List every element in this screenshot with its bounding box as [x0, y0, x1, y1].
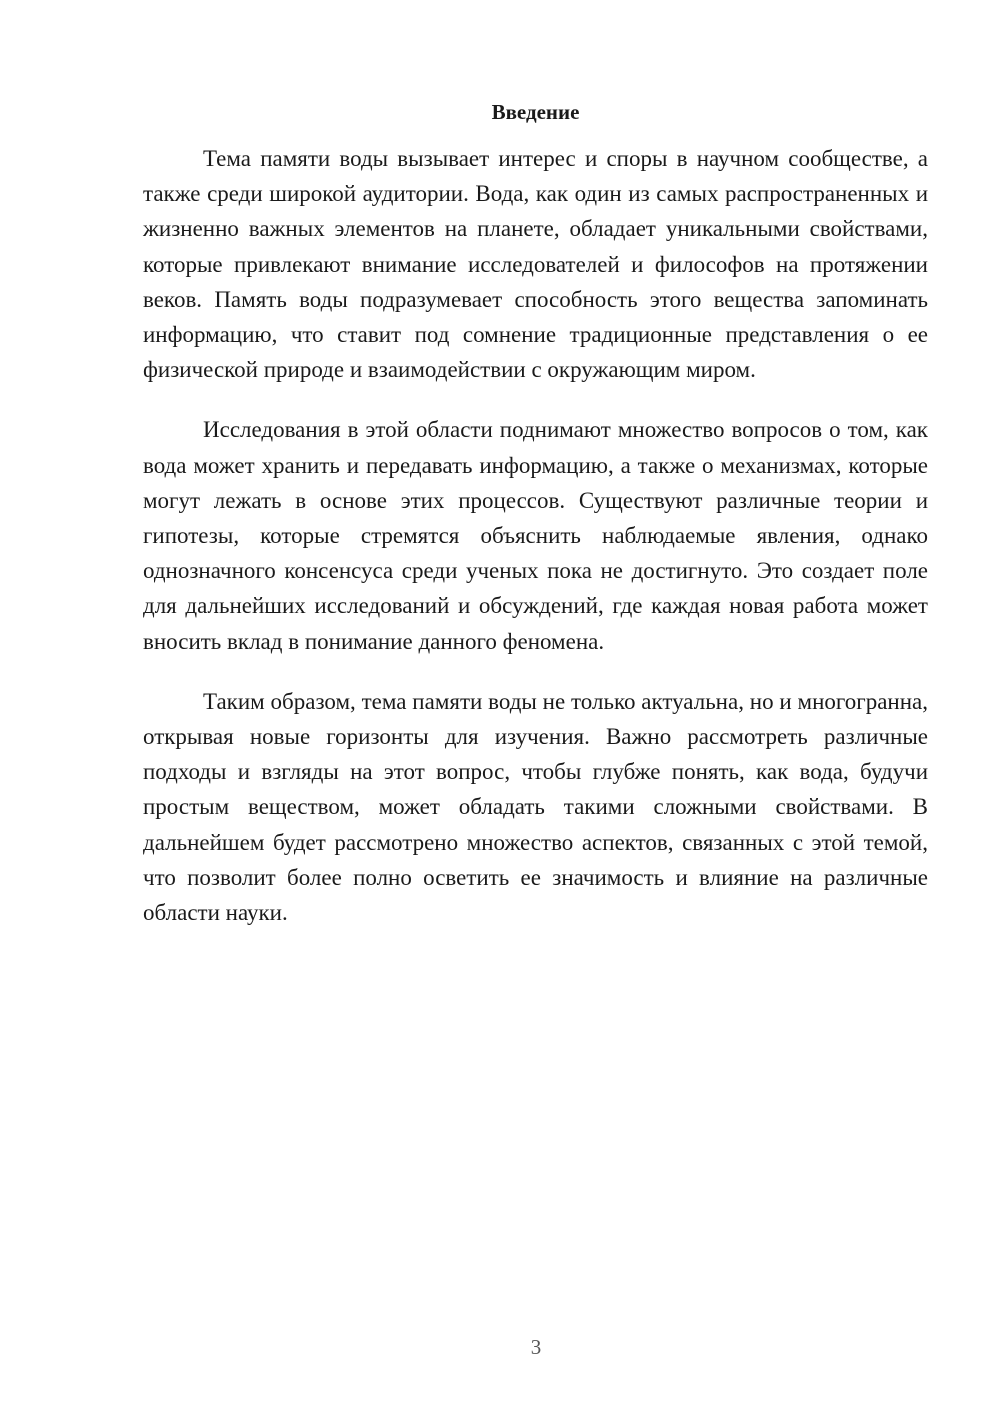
- paragraph-2: Исследования в этой области поднимают множество вопросов о том, как вода может хранить и передавать информацию, а также о механизмах, которые могут лежать в основе этих процессов. Существуют различные теории и гипотезы, которые стремятся объяснить наблюдаемые явления, однако однозначного консенсуса среди ученых пока не достигнуто. Это создает поле для дальнейших исследований и обсуждений, где каждая новая работа может вносить вклад в понимание данного феномена.: [143, 417, 928, 654]
- section-heading: Введение: [491, 100, 580, 124]
- paragraph-3: Таким образом, тема памяти воды не только актуальна, но и многогранна, открывая новые горизонты для изучения. Важно рассмотреть различные подходы и взгляды на этот вопрос, чтобы глубже понять, как вода, будучи простым веществом, может обладать такими сложными свойствами. В дальнейшем будет рассмотрено множество аспектов, связанных с этой темой, что позволит более полно осветить ее значимость и влияние на различные области науки.: [143, 688, 928, 926]
- page-number: 3: [530, 1335, 542, 1359]
- paragraph-1: Тема памяти воды вызывает интерес и споры в научном сообществе, а также среди широкой аудитории. Вода, как один из самых распространенных и жизненно важных элементов на планете, обладает уникальными свойствами, которые привлекают внимание исследователей и философов на протяжении веков. Память воды подразумевает способность этого вещества запоминать информацию, что ставит под сомнение традиционные представления о ее физической природе и взаимодействии с окружающим миром.: [143, 146, 928, 383]
- body-text: [143, 141, 928, 955]
